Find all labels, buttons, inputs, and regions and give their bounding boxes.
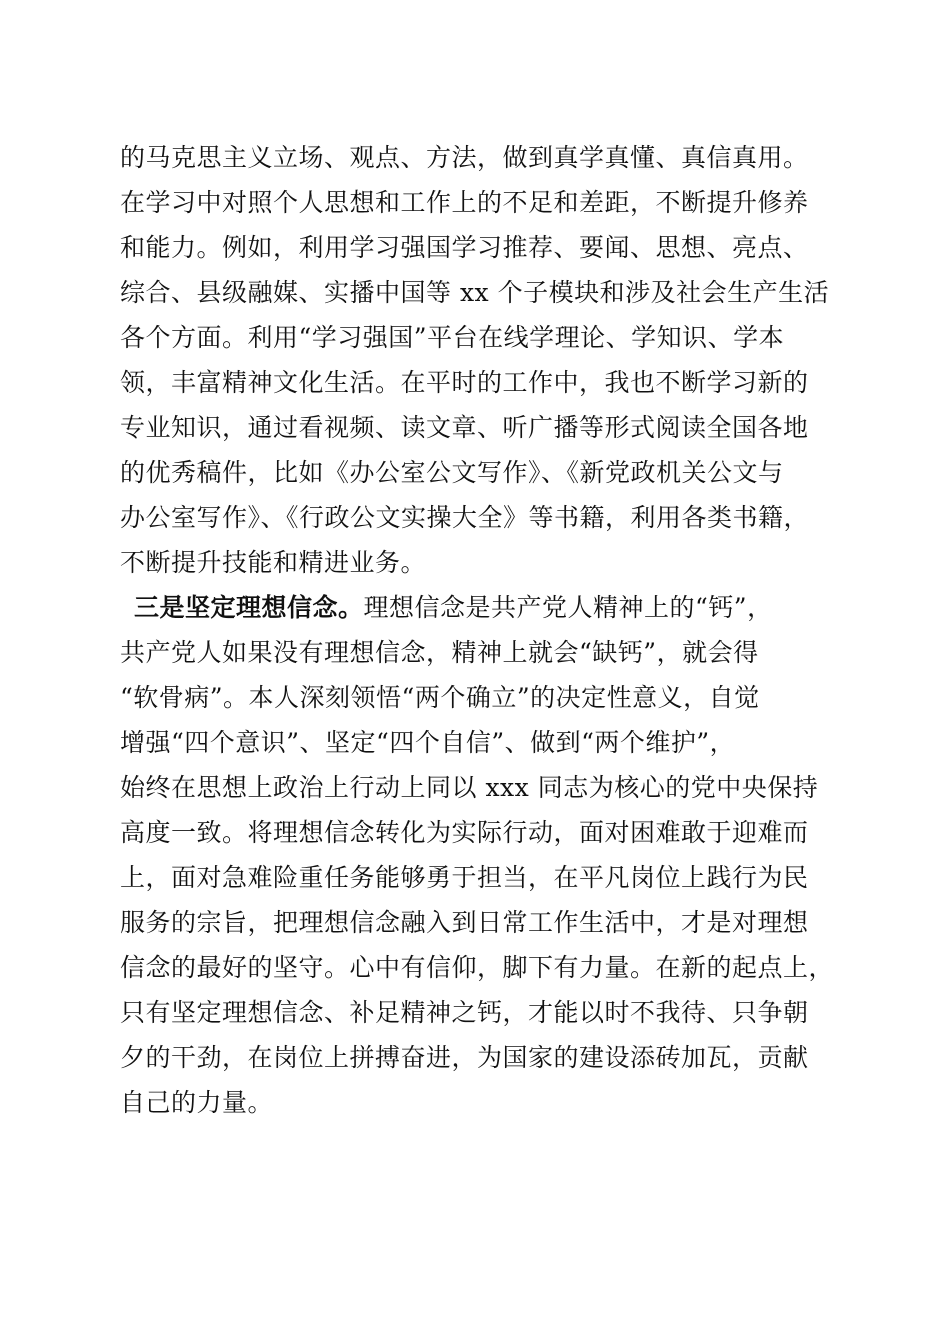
paragraph-line: 的马克思主义立场、观点、方法，做到真学真懂、真信真用。 — [120, 143, 809, 172]
paragraph-line: 增强“四个意识”、坚定“四个自信”、做到“两个维护”， — [120, 728, 736, 757]
paragraph-line: 共产党人如果没有理想信念，精神上就会“缺钙”，就会得 — [120, 638, 759, 667]
paragraph-line: 的优秀稿件，比如《办公室公文写作》、《新党政机关公文与 — [120, 458, 784, 487]
paragraph-line: 专业知识，通过看视频、读文章、听广播等形式阅读全国各地 — [120, 413, 809, 442]
paragraph-first-line-text: 理想信念是共产党人精神上的“钙”， — [363, 593, 773, 622]
paragraph-line: 不断提升技能和精进业务。 — [120, 548, 427, 577]
paragraph-line: 和能力。例如，利用学习强国学习推荐、要闻、思想、亮点、 — [120, 233, 809, 262]
paragraph-1 — [120, 135, 840, 585]
paragraph-line: 始终在思想上政治上行动上同以 xxx 同志为核心的党中央保持 — [120, 773, 819, 802]
paragraph-line: 办公室写作》、《行政公文实操大全》等书籍，利用各类书籍， — [120, 503, 810, 532]
paragraph-heading: 三是坚定理想信念。 — [134, 593, 364, 622]
document-body — [120, 135, 840, 1125]
paragraph-line: 领，丰富精神文化生活。在平时的工作中，我也不断学习新的 — [120, 368, 809, 397]
paragraph-line: 高度一致。将理想信念转化为实际行动，面对困难敢于迎难而 — [120, 818, 809, 847]
paragraph-2 — [120, 585, 840, 1125]
paragraph-line: “软骨病”。本人深刻领悟“两个确立”的决定性意义，自觉 — [120, 683, 760, 712]
paragraph-line: 各个方面。利用“学习强国”平台在线学理论、学知识、学本 — [120, 323, 785, 352]
paragraph-first-line — [120, 585, 840, 630]
paragraph-line: 只有坚定理想信念、补足精神之钙，才能以时不我待、只争朝 — [120, 998, 809, 1027]
paragraph-line: 自己的力量。 — [120, 1088, 274, 1117]
paragraph-line: 服务的宗旨，把理想信念融入到日常工作生活中，才是对理想 — [120, 908, 809, 937]
paragraph-line: 综合、县级融媒、实播中国等 xx 个子模块和涉及社会生产生活 — [120, 278, 830, 307]
paragraph-line: 夕的干劲，在岗位上拼搏奋进，为国家的建设添砖加瓦，贡献 — [120, 1043, 809, 1072]
paragraph-line: 上，面对急难险重任务能够勇于担当，在平凡岗位上践行为民 — [120, 863, 809, 892]
paragraph-line: 信念的最好的坚守。心中有信仰，脚下有力量。在新的起点上， — [120, 953, 835, 982]
paragraph-line: 在学习中对照个人思想和工作上的不足和差距，不断提升修养 — [120, 188, 809, 217]
